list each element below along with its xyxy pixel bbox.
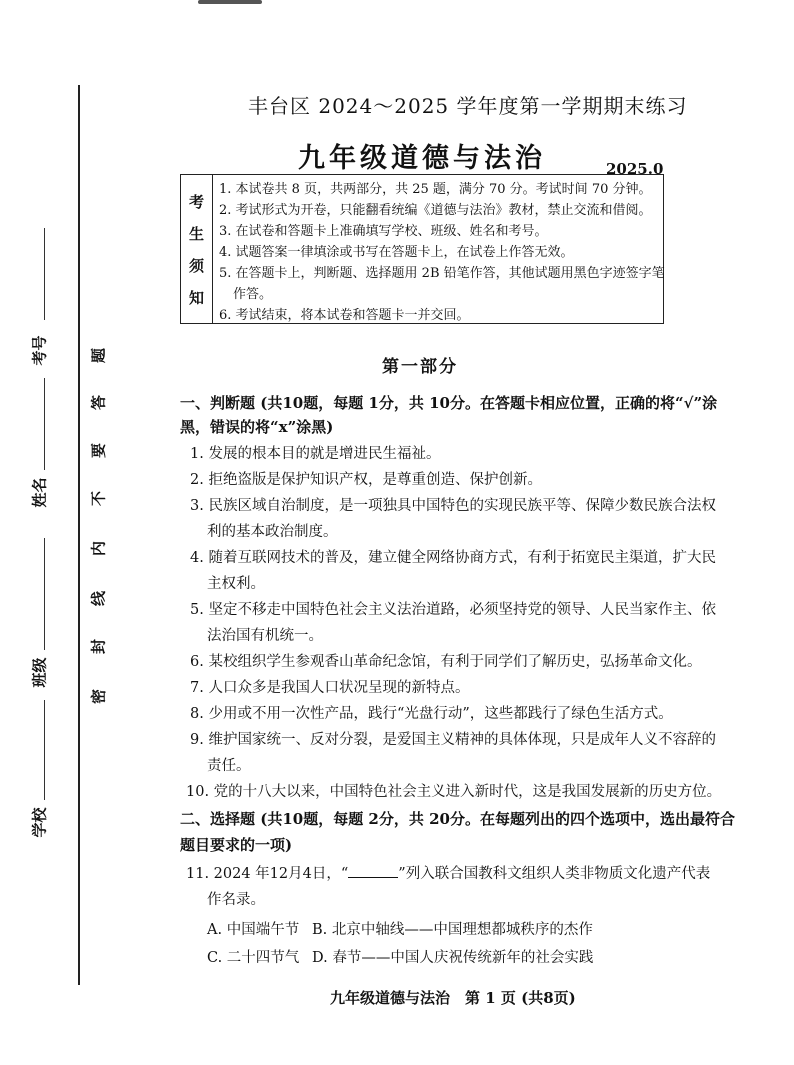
seal-warning-char: 内 [89,541,108,557]
choice-option-c: C. 二十四节气 [207,950,300,966]
notice-item: 2. 考试形式为开卷，只能翻看统编《道德与法治》教材，禁止交流和借阅。 [219,203,652,218]
section-1-heading: 一、判断题 (共10题，每题 1分，共 10分。在答题卡相应位置，正确的将“√”涂 [180,394,718,412]
seal-warning-char: 要 [89,443,108,459]
scan-mark [198,0,262,4]
judgment-question: 2. 拒绝盗版是保护知识产权，是尊重创造、保护创新。 [190,472,542,488]
judgment-question: 6. 某校组织学生参观香山革命纪念馆，有利于同学们了解历史，弘扬革命文化。 [190,654,702,670]
notice-head-char: 考 [188,192,204,211]
notice-item-continuation: 作答。 [233,287,273,302]
choice-option-b: B. 北京中轴线——中国理想都城秩序的杰作 [312,922,593,938]
name-label: 姓名 [30,477,49,508]
school-label: 学校 [30,807,49,838]
page-footer: 九年级道德与法治 第 1 页 (共8页) [330,989,576,1007]
choice-question-stem [186,862,710,883]
notice-item: 1. 本试卷共 8 页，共两部分，共 25 题，满分 70 分。考试时间 70 分钟。 [219,182,652,197]
notice-item: 6. 考试结束，将本试卷和答题卡一并交回。 [219,308,470,323]
section-1-heading-cont: 黑，错误的将“x”涂黑) [180,418,334,436]
seal-warning-char: 密 [89,689,108,705]
name-line [44,378,45,470]
class-line [44,538,45,650]
judgment-question-cont: 利的基本政治制度。 [207,524,338,540]
choice-question-stem-cont: 作名录。 [207,892,265,908]
judgment-question: 5. 坚定不移走中国特色社会主义法治道路，必须坚持党的领导、人民当家作主、依 [190,602,716,618]
q11-stem-start: 11. 2024 年12月4日，“ [186,866,349,882]
judgment-question: 1. 发展的根本目的就是增进民生福祉。 [190,446,441,462]
exam-title: 丰台区 2024～2025 学年度第一学期期末练习 [248,94,688,118]
judgment-question-cont: 责任。 [207,758,251,774]
answer-blank [348,863,398,878]
choice-option-d: D. 春节——中国人庆祝传统新年的社会实践 [312,950,594,966]
notice-head-char: 知 [188,288,204,307]
seal-warning-char: 答 [89,395,108,411]
class-label: 班级 [30,657,49,688]
seal-warning-char: 封 [89,639,108,655]
judgment-question: 3. 民族区域自治制度，是一项独具中国特色的实现民族平等、保障少数民族合法权 [190,498,716,514]
notice-list [219,179,665,326]
subject-title: 九年级道德与法治 [298,143,546,174]
notice-heading [181,175,213,323]
q11-stem-end: ”列入联合国教科文组织人类非物质文化遗产代表 [398,866,711,882]
seal-warning-char: 不 [89,491,108,507]
part-title: 第一部分 [382,357,458,377]
candidate-notice-box [180,174,664,324]
seal-warning-char: 线 [89,591,108,607]
binding-line [78,85,80,985]
exam-date: 2025.0 [606,160,664,178]
exam-number-line [44,228,45,320]
judgment-question: 10. 党的十八大以来，中国特色社会主义进入新时代，这是我国发展新的历史方位。 [186,784,722,800]
exam-number-label: 考号 [30,335,49,366]
notice-head-char: 须 [188,256,204,275]
choice-option-a: A. 中国端午节 [207,922,300,938]
judgment-question-cont: 主权利。 [207,576,265,592]
seal-warning-char: 题 [89,348,108,364]
notice-head-char: 生 [188,224,204,243]
notice-item: 4. 试题答案一律填涂或书写在答题卡上，在试卷上作答无效。 [219,245,574,260]
school-line [44,700,45,800]
section-2-heading: 二、选择题 (共10题，每题 2分，共 20分。在每题列出的四个选项中，选出最符合 [180,810,735,828]
notice-item: 3. 在试卷和答题卡上准确填写学校、班级、姓名和考号。 [219,224,548,239]
judgment-question: 4. 随着互联网技术的普及，建立健全网络协商方式，有利于拓宽民主渠道，扩大民 [190,550,716,566]
section-2-heading-cont: 题目要求的一项) [180,836,293,854]
judgment-question: 8. 少用或不用一次性产品，践行“光盘行动”，这些都践行了绿色生活方式。 [190,706,673,722]
notice-item: 5. 在答题卡上，判断题、选择题用 2B 铅笔作答，其他试题用黑色字迹签字笔 [219,266,665,281]
judgment-question: 9. 维护国家统一、反对分裂，是爱国主义精神的具体体现，只是成年人义不容辞的 [190,732,716,748]
judgment-question: 7. 人口众多是我国人口状况呈现的新特点。 [190,680,470,696]
judgment-question-cont: 法治国有机统一。 [207,628,323,644]
